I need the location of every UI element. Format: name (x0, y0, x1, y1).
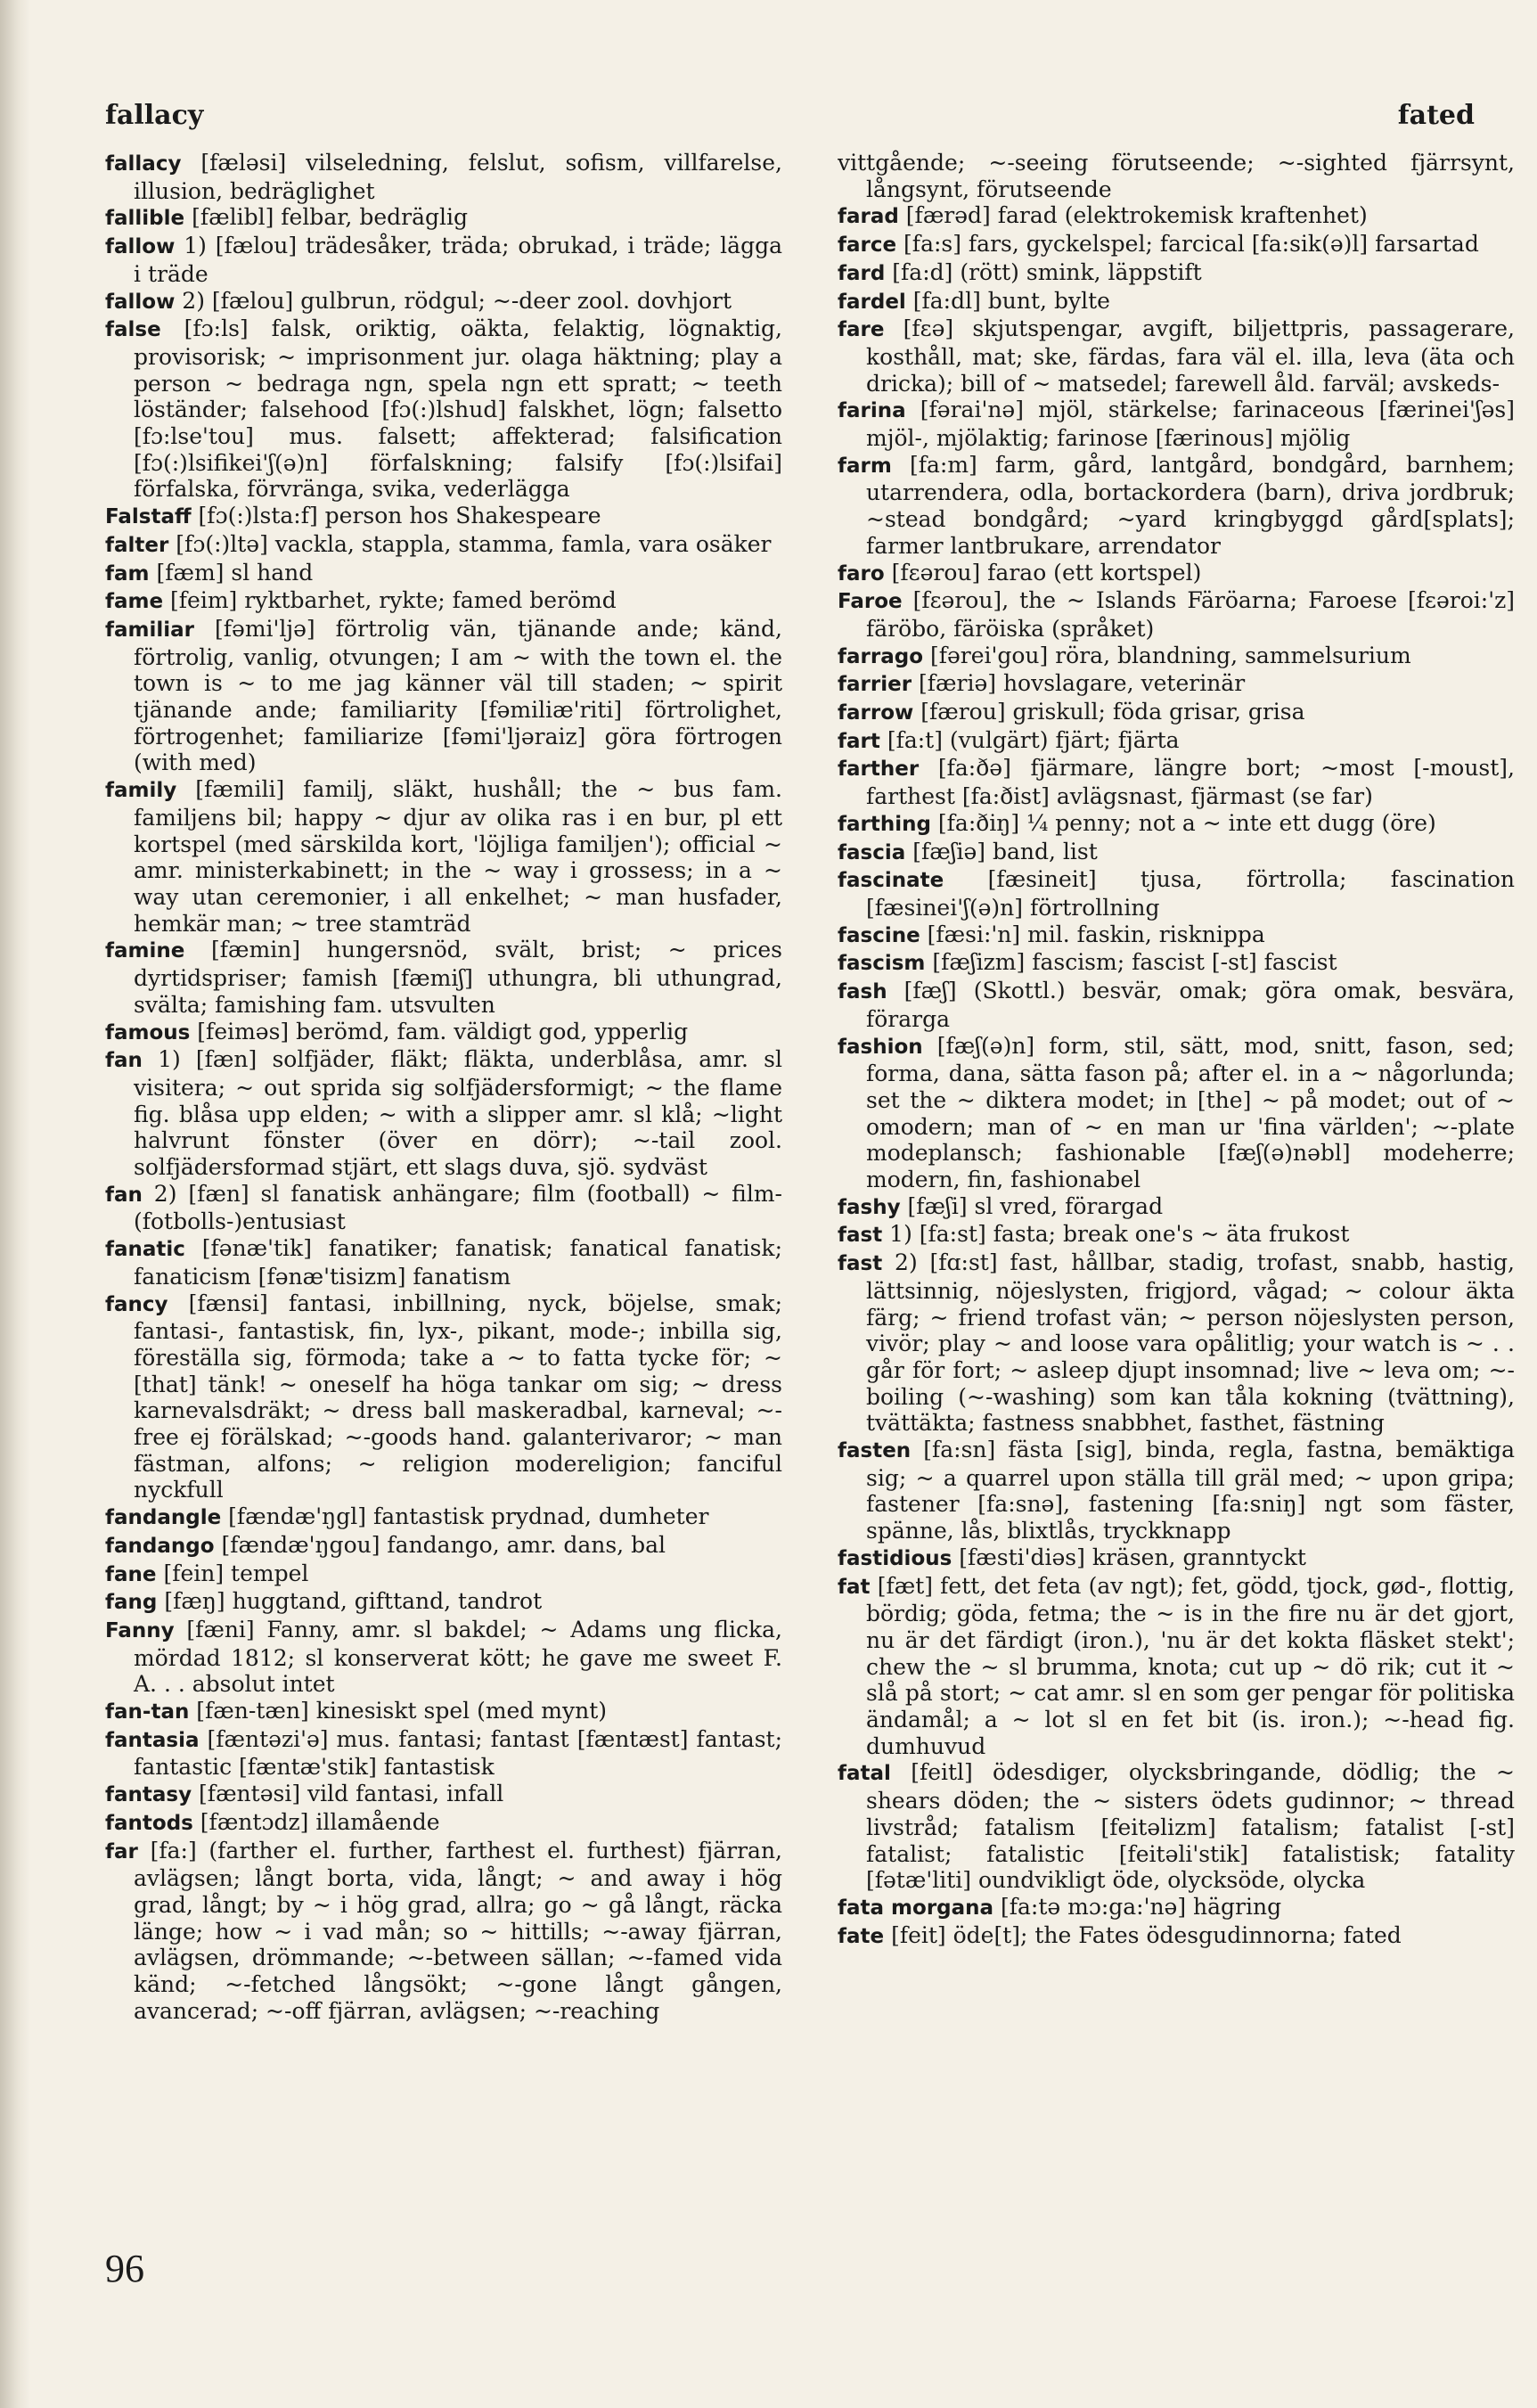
entry-headword: Fanny (105, 1618, 175, 1642)
entry-definition: vittgående; ~-seeing förutseende; ~-sighted fjärrsynt, långsynt, förutseende (838, 150, 1515, 202)
entry-definition: [fəmi'ljə] förtrolig vän, tjänande ande; känd, förtrolig, vanlig, otvungen; I am ~ with the town el. the town is ~ to me jag känner väl till staden; ~ spirit tjänande ande; familiarity [fəmiliæ'riti] förtrolighet, förtrogenhet; familiarize [fəmi'ljəraiz] göra förtrogen (with med) (134, 615, 782, 776)
entry-headword: fantasy (105, 1783, 192, 1807)
entry-headword: fate (838, 1924, 885, 1948)
entry-headword: fancy (105, 1292, 168, 1316)
entry-headword: fang (105, 1591, 158, 1615)
dictionary-entry (838, 452, 1515, 560)
dictionary-entry (105, 503, 782, 531)
entry-headword: fart (838, 729, 880, 753)
entry-headword: fallow (105, 235, 176, 259)
entry-definition: [fɔ(:)lsta:f] person hos Shakespeare (191, 503, 601, 529)
entry-headword: fanatic (105, 1238, 185, 1262)
dictionary-entry (105, 1181, 782, 1235)
entry-headword: fashy (838, 1195, 901, 1219)
dictionary-entry (838, 810, 1515, 839)
dictionary-entry (105, 560, 782, 588)
dictionary-entry (105, 776, 782, 937)
dictionary-entry (105, 315, 782, 503)
dictionary-entry (105, 1588, 782, 1617)
entry-headword: falter (105, 533, 169, 557)
entry-definition: [fa:tə mɔ:ga:'nə] hägring (993, 1894, 1282, 1920)
entry-headword: farther (838, 758, 920, 782)
book-spine-shadow (0, 0, 30, 2408)
entry-headword: famine (105, 939, 185, 963)
dictionary-entry (838, 202, 1515, 231)
entry-headword: family (105, 779, 177, 803)
entry-headword: fash (838, 980, 887, 1004)
dictionary-entry (838, 587, 1515, 642)
entry-definition: [fərai'nə] mjöl, stärkelse; farinaceous [færinei'ʃəs] mjöl-, mjölaktig; farinose [færinous] mjölig (866, 397, 1515, 452)
entry-definition: [fa:sn] fästa [sig], binda, regla, fastna, bemäktiga sig; ~ a quarrel upon ställa till gräl med; ~ upon gripa; fastener [fa:snə], fastening [fa:sniŋ] ngt som fäster, spänne, lås, blixtlås, tryckknapp (866, 1437, 1515, 1544)
entry-headword: Faroe (838, 590, 903, 614)
entry-headword: fashion (838, 1035, 923, 1059)
entry-definition: [fa:ðə] fjärmare, längre bort; ~most [-moust], farthest [fa:ðist] avlägsnast, fjärmast (se far) (866, 755, 1515, 810)
running-head-right: fated (1397, 100, 1475, 131)
entry-headword: fan-tan (105, 1700, 190, 1724)
dictionary-entry (105, 1838, 782, 2025)
entry-definition: [fæsi:'n] mil. faskin, risknippa (920, 921, 1265, 947)
dictionary-entry (105, 204, 782, 233)
entry-headword: familiar (105, 618, 195, 642)
dictionary-entry (838, 1922, 1515, 1951)
dictionary-entry (105, 1235, 782, 1290)
entry-definition: [fɔ(:)ltə] vackla, stappla, stamma, famla, vara osäker (168, 530, 772, 557)
entry-headword: fane (105, 1562, 157, 1586)
entry-definition: [fa:dl] bunt, bylte (905, 287, 1110, 314)
entry-definition: [fæn-tæn] kinesiskt spel (med mynt) (189, 1698, 608, 1724)
dictionary-entry (838, 866, 1515, 921)
dictionary-entry (838, 949, 1515, 978)
entry-definition: [fa:ðiŋ] ¼ penny; not a ~ inte ett dugg (öre) (930, 809, 1436, 836)
dictionary-entry (105, 1046, 782, 1181)
entry-definition: [fæʃ] (Skottl.) besvär, omak; göra omak, besvära, förarga (866, 978, 1515, 1032)
entry-definition: [feit] öde[t]; the Fates ödesgudinnorna; fated (884, 1921, 1402, 1948)
entry-headword: fascism (838, 952, 926, 976)
entry-definition: [fæmin] hungersnöd, svält, brist; ~ prices dyrtidspriser; famish [fæmiʃ] uthungra, bli uthungrad, svälta; famishing fam. utsvulten (134, 937, 782, 1018)
entry-definition: [fa:t] (vulgärt) fjärt; fjärta (879, 726, 1180, 753)
dictionary-entry (838, 1544, 1515, 1573)
entry-definition: [færəd] farad (elektrokemisk kraftenhet) (898, 202, 1368, 229)
dictionary-entry (838, 643, 1515, 671)
dictionary-entry (105, 587, 782, 616)
dictionary-entry (838, 1193, 1515, 1222)
dictionary-entry (838, 259, 1515, 288)
entry-definition: [fæləsi] vilseledning, felslut, sofism, villfarelse, illusion, bedräglighet (134, 150, 782, 204)
entry-headword: fast (838, 1224, 883, 1248)
entry-headword: fallacy (105, 152, 182, 176)
entry-headword: far (105, 1839, 138, 1863)
dictionary-entry (838, 288, 1515, 316)
dictionary-entry (838, 150, 1515, 202)
dictionary-entry (105, 616, 782, 776)
entry-headword: fantasia (105, 1728, 200, 1752)
entry-definition: [fæntəsi] vild fantasi, infall (192, 1781, 504, 1807)
dictionary-entry (838, 727, 1515, 756)
dictionary-entry (105, 150, 782, 204)
entry-definition: [fɔ:ls] falsk, oriktig, oäkta, felaktig, lögnaktig, provisorisk; ~ imprisonment jur. olaga häktning; play a person ~ bedraga ngn, spela ngn ett spratt; ~ teeth löständer; falsehood [fɔ(:)lshud] falskhet, lögn; falsetto [fɔ:lse'tou] mus. falsett; affekterad; falsification [fɔ(:)lsifikei'ʃ(ə)n] förfalskning; falsify [fɔ(:)lsifai] förfalska, förvränga, svika, vederlägga (134, 315, 782, 503)
dictionary-entry (838, 699, 1515, 727)
entry-headword: fata morgana (838, 1896, 994, 1920)
dictionary-entry (105, 1698, 782, 1726)
entry-headword: famous (105, 1020, 191, 1044)
entry-headword: fam (105, 561, 150, 586)
dictionary-entry (105, 1503, 782, 1532)
entry-headword: fascine (838, 923, 920, 947)
entry-definition: [fæntɔdz] illamående (192, 1808, 440, 1835)
entry-definition: [fərei'gou] röra, blandning, sammelsurium (923, 642, 1411, 668)
entry-headword: farm (838, 454, 892, 478)
entry-headword: false (105, 318, 161, 342)
dictionary-entry (105, 1781, 782, 1809)
entry-definition: 2) [fælou] gulbrun, rödgul; ~-deer zool. dovhjort (175, 287, 732, 314)
entry-headword: Falstaff (105, 505, 192, 529)
entry-headword: fallow (105, 290, 176, 314)
entry-headword: fascia (838, 840, 906, 864)
entry-definition: [fæmili] familj, släkt, hushåll; the ~ bus fam. familjens bil; happy ~ djur av olika ras i en bur, pl ett kortspel (med särskilda kort, 'löjliga familjen'); official ~ amr. ministerkabinett; in the ~ way i grossess; in a ~ way utan ceremonier, i all enkelhet; ~ man husfader, hemkär man; ~ tree stamträd (134, 776, 782, 937)
right-column (838, 150, 1515, 2226)
dictionary-entry (105, 937, 782, 1018)
entry-headword: farina (838, 399, 906, 423)
entry-definition: [fæsti'diəs] kräsen, granntyckt (952, 1544, 1306, 1570)
running-head-left: fallacy (105, 100, 204, 131)
entry-headword: fallible (105, 207, 185, 231)
dictionary-entry (838, 1894, 1515, 1922)
entry-definition: [feitl] ödesdiger, olycksbringande, dödlig; the ~ shears döden; the ~ sisters ödets gudinnor; ~ thread livstråd; fatalism [feitəlizm] fatalism; fatalist [-st] fatalist; fatalistic [feitəli'stik] fatalistisk; fatality [fətæ'liti] oundvikligt öde, olycksöde, olycka (866, 1759, 1515, 1894)
entry-headword: farce (838, 233, 897, 258)
dictionary-entry (838, 1437, 1515, 1544)
dictionary-entry (838, 978, 1515, 1032)
entry-definition: [fein] tempel (156, 1560, 309, 1586)
entry-definition: [fæsineit] tjusa, förtrolla; fascination [fæsinei'ʃ(ə)n] förtrollning (866, 866, 1515, 921)
entry-headword: fantods (105, 1811, 193, 1835)
entry-headword: fasten (838, 1439, 912, 1463)
entry-headword: fare (838, 318, 885, 342)
dictionary-entry (105, 1290, 782, 1504)
entry-headword: fan (105, 1183, 143, 1207)
dictionary-entry (838, 755, 1515, 809)
entry-headword: faro (838, 561, 885, 586)
entry-definition: [fæm] sl hand (149, 559, 314, 586)
entry-definition: [fæni] Fanny, amr. sl bakdel; ~ Adams ung flicka, mördad 1812; sl konserverat kött; he gave me sweet F. A. . . absolut intet (134, 1616, 782, 1698)
entry-definition: 2) [fɑ:st] fast, hållbar, stadig, trofast, snabb, hastig, lättsinnig, nöjeslysten, frigjord, vågad; ~ colour äkta färg; ~ friend trofast vän; ~ person nöjeslysten person, vivör; play ~ and loose vara opålitlig; your watch is ~ . . går för fort; ~ asleep djupt insomnad; live ~ leva om; ~-boiling (~-washing) som kan tåla kokning (tvättning), tvättäkta; fastness snabbhet, fasthet, fästning (866, 1249, 1515, 1437)
entry-definition: [færiə] hovslagare, veterinär (912, 670, 1246, 697)
entry-definition: [fændæ'ŋgl] fantastisk prydnad, dumheter (221, 1503, 709, 1530)
entry-definition: [feim] ryktbarhet, rykte; famed berömd (163, 587, 617, 614)
entry-definition: [fɛərou], the ~ Islands Färöarna; Faroese [fɛəroi:'z] färöbo, färöiska (språket) (866, 587, 1515, 642)
entry-headword: fandango (105, 1534, 215, 1558)
entry-definition: [fændæ'ŋgou] fandango, amr. dans, bal (214, 1531, 666, 1558)
entry-definition: [fɛə] skjutspengar, avgift, biljettpris, passagerare, kosthåll, mat; ske, färdas, fara väl el. illa, leva (äta och dricka); bill of ~ matsedel; farewell åld. farväl; avskeds- (866, 315, 1515, 397)
entry-headword: fandangle (105, 1506, 222, 1530)
entry-definition: 1) [fa:st] fasta; break one's ~ äta frukost (882, 1221, 1350, 1248)
dictionary-entry (838, 231, 1515, 259)
entry-definition: [fæntəzi'ə] mus. fantasi; fantast [fæntæst] fantast; fantastic [fæntæ'stik] fantastisk (134, 1725, 782, 1781)
entry-headword: fard (838, 261, 886, 285)
dictionary-entry (838, 839, 1515, 867)
dictionary-entry (105, 1560, 782, 1589)
dictionary-entry (838, 670, 1515, 699)
entry-headword: fascinate (838, 869, 944, 893)
dictionary-entry (838, 1221, 1515, 1249)
dictionary-entry (838, 560, 1515, 588)
entry-headword: fardel (838, 290, 906, 314)
entry-definition: [fæʃi] sl vred, förargad (900, 1192, 1164, 1219)
entry-definition: [fa:m] farm, gård, lantgård, bondgård, barnhem; utarrendera, odla, bortackordera (barn), driva jordbruk; ~stead bondgård; ~yard kringbyggd gård[splats]; farmer lantbrukare, arrendator (866, 451, 1515, 559)
dictionary-entry (838, 315, 1515, 397)
entry-definition: [fælibl] felbar, bedräglig (184, 204, 468, 231)
dictionary-entry (105, 1532, 782, 1560)
entry-headword: farrago (838, 644, 923, 668)
entry-headword: fan (105, 1049, 143, 1073)
entry-definition: 1) [fæn] solfjäder, fläkt; fläkta, underblåsa, amr. sl visitera; ~ out sprida sig solfjädersformigt; ~ the flame fig. blåsa upp elden; ~ with a slipper amr. sl klå; ~light halvrunt fönster (över en dörr); ~-tail zool. solfjädersformad stjärt, ett slags duva, sjö. sydväst (134, 1046, 782, 1181)
entry-headword: farrier (838, 673, 912, 697)
entry-definition: [fæʃiə] band, list (905, 838, 1098, 864)
entry-headword: fat (838, 1575, 871, 1599)
dictionary-entry (105, 1617, 782, 1698)
dictionary-entry (105, 531, 782, 560)
dictionary-entry (105, 288, 782, 316)
left-column (105, 150, 782, 2226)
dictionary-entry (838, 1759, 1515, 1894)
entry-headword: fast (838, 1252, 883, 1276)
dictionary-entry (838, 1573, 1515, 1760)
entry-definition: [fæŋ] huggtand, gifttand, tandrot (157, 1588, 543, 1615)
entry-definition: [fænsi] fantasi, inbillning, nyck, böjelse, smak; fantasi-, fantastisk, fin, lyx-, pikant, mode-; inbilla sig, föreställa sig, förmoda; take a ~ to fatta tycke för; ~ [that] tänk! ~ oneself ha höga tankar om sig; ~ dress karnevalsdräkt; ~ dress ball maskeradbal, karneval; ~-free ej förälskad; ~-goods hand. galanterivaror; ~ man fästman, alfons; ~ religion modereligion; fanciful nyckfull (134, 1290, 782, 1503)
entry-definition: [feiməs] berömd, fam. väldigt god, ypperlig (190, 1018, 689, 1044)
entry-headword: farad (838, 205, 899, 229)
entry-headword: farrow (838, 701, 914, 725)
entry-definition: 1) [fælou] trädesåker, träda; obrukad, i träde; lägga i träde (134, 233, 782, 287)
page-number: 96 (105, 2247, 144, 2290)
entry-definition: [fənæ'tik] fanatiker; fanatisk; fanatical fanatisk; fanaticism [fənæ'tisizm] fanatism (134, 1235, 782, 1290)
entry-definition: [fæʃizm] fascism; fascist [-st] fascist (925, 949, 1337, 976)
entry-headword: farthing (838, 812, 931, 836)
dictionary-entry (105, 1019, 782, 1047)
dictionary-entry (105, 1726, 782, 1781)
entry-headword: fame (105, 590, 164, 614)
entry-headword: fatal (838, 1762, 891, 1786)
entry-definition: [fɛərou] farao (ett kortspel) (884, 559, 1202, 586)
dictionary-entry (838, 921, 1515, 950)
dictionary-entry (838, 397, 1515, 451)
entry-definition: [fa:d] (rött) smink, läppstift (885, 258, 1202, 285)
entry-definition: [fa:s] fars, gyckelspel; farcical [fa:sik(ə)l] farsartad (896, 231, 1479, 258)
entry-headword: fastidious (838, 1546, 952, 1570)
dictionary-entry (838, 1249, 1515, 1437)
entry-definition: [fæt] fett, det feta (av ngt); fet, gödd, tjock, gød-, flottig, bördig; göda, fetma; the ~ is in the fire nu är det gjort, nu är det färdigt (iron.), 'nu är det kokta fläsket stekt'; chew the ~ sl brumma, knota; cut up ~ dö rik; cut it ~ slå på stort; ~ cat amr. sl en som ger pengar för politiska ändamål; a ~ lot sl en fet bit (is. iron.); ~-head fig. dumhuvud (866, 1572, 1515, 1759)
entry-definition: [fa:] (farther el. further, farthest el. furthest) fjärran, avlägsen; långt borta, vida, långt; ~ and away i hög grad, långt; by ~ i hög grad, allra; go ~ gå långt, räcka länge; how ~ i vad mån; so ~ hittills; ~-away fjärran, avlägsen, drömmande; ~-between sällan; ~-famed vida känd; ~-fetched långsökt; ~-gone långt gången, avancerad; ~-off fjärran, avlägsen; ~-reaching (134, 1837, 782, 2024)
entry-definition: [fæʃ(ə)n] form, stil, sätt, mod, snitt, fason, sed; forma, dana, sätta fason på; after el. in a ~ någorlunda; set the ~ diktera modet; in [the] ~ på modet; out of ~ omodern; man of ~ en man ur 'fina världen'; ~-plate modeplansch; fashionable [fæʃ(ə)nəbl] modeherre; modern, fin, fashionabel (866, 1032, 1515, 1193)
dictionary-entry (838, 1033, 1515, 1193)
dictionary-entry (105, 233, 782, 287)
dictionary-entry (105, 1809, 782, 1838)
entry-definition: 2) [fæn] sl fanatisk anhängare; film (football) ~ film- (fotbolls-)entusiast (134, 1180, 782, 1235)
entry-definition: [færou] griskull; föda grisar, grisa (913, 699, 1305, 725)
